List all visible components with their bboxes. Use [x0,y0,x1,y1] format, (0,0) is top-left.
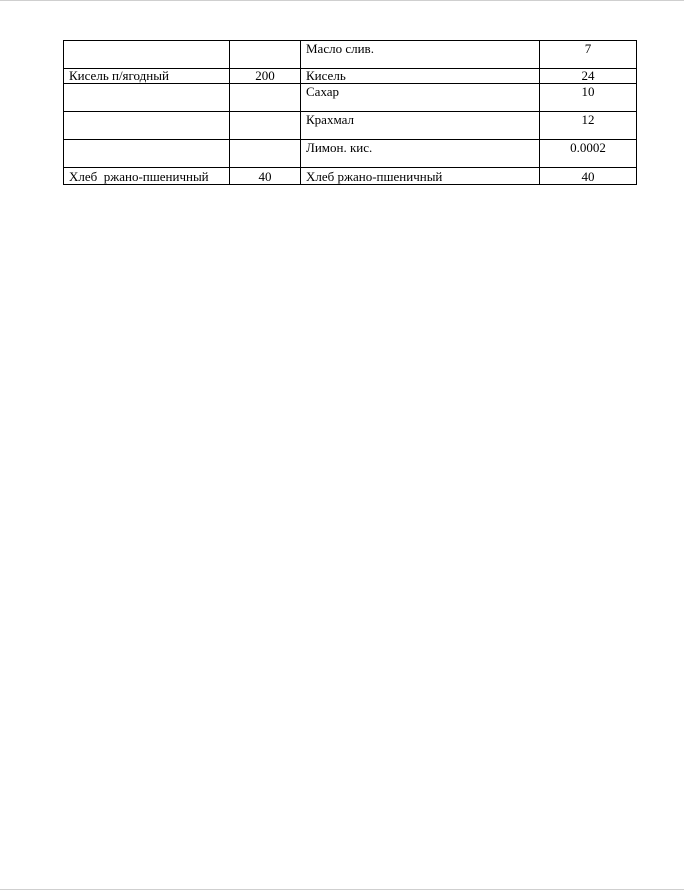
amount-cell: 24 [540,69,637,84]
yield-cell [230,140,301,168]
yield-cell [230,41,301,69]
dish-cell: Хлеб ржано-пшеничный [64,168,230,185]
yield-cell [230,84,301,112]
dish-cell [64,41,230,69]
amount-cell: 7 [540,41,637,69]
amount-cell: 12 [540,112,637,140]
table-row [64,140,637,168]
table-row [64,168,637,185]
table-row [64,41,637,69]
product-cell: Лимон. кис. [301,140,540,168]
product-cell: Хлеб ржано-пшеничный [301,168,540,185]
table-row [64,112,637,140]
product-cell: Сахар [301,84,540,112]
product-cell: Масло слив. [301,41,540,69]
yield-cell [230,112,301,140]
amount-cell: 0.0002 [540,140,637,168]
dish-cell [64,140,230,168]
yield-cell: 40 [230,168,301,185]
menu-table [63,40,637,185]
dish-cell [64,84,230,112]
dish-cell [64,112,230,140]
yield-cell: 200 [230,69,301,84]
product-cell: Кисель [301,69,540,84]
page-top-edge [0,0,684,1]
dish-cell: Кисель п/ягодный [64,69,230,84]
amount-cell: 10 [540,84,637,112]
table-row [64,84,637,112]
product-cell: Крахмал [301,112,540,140]
page-bottom-edge [0,889,684,890]
amount-cell: 40 [540,168,637,185]
table-row [64,69,637,84]
